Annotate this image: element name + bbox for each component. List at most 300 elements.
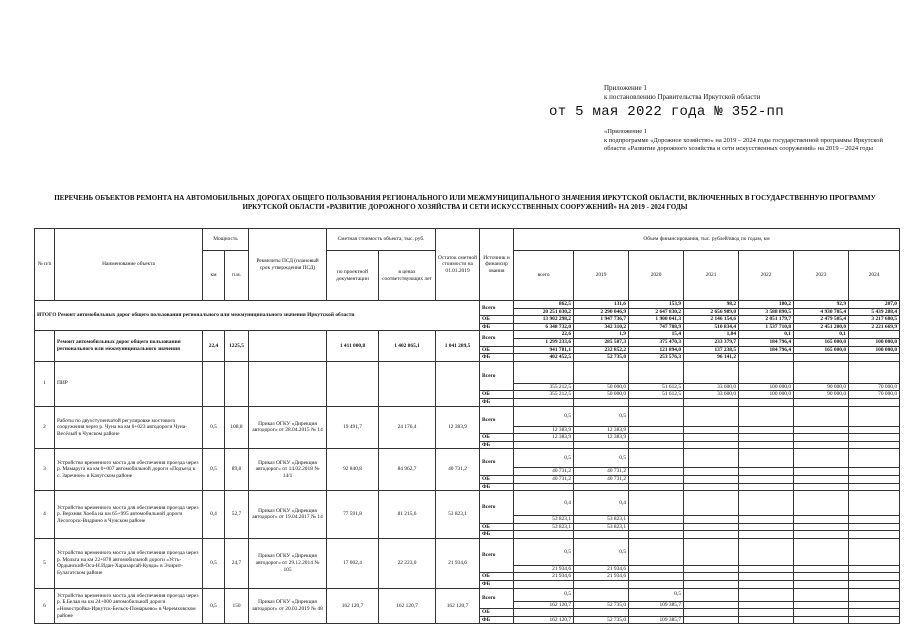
ob-value: 53 823,1 [514, 523, 574, 531]
ob-value [794, 475, 849, 483]
all-value: 375 470,3 [629, 338, 684, 346]
fb-value [574, 483, 629, 491]
row-cost-project: 19 491,7 [327, 406, 379, 449]
fb-value [849, 354, 900, 362]
row-name: Ремонт автомобильных дорог общего пользования регионального или межмуниципального значения [55, 331, 203, 361]
km-value: 1,9 [574, 331, 629, 339]
row-no: 2 [35, 406, 55, 449]
fb-value: 6 348 732,0 [514, 323, 574, 331]
ob-value [514, 609, 574, 617]
km-value [739, 406, 794, 426]
ob-value: 1 900 041,3 [629, 316, 684, 324]
fb-value [739, 398, 794, 406]
row-km: 22,4 [203, 331, 225, 361]
row-name: Устройство временного моста для обеспечения проезда через р. Мольта на км 22+878 автомобильной дороги «Усть-Ордынский-Оса-Н.Идан-Харазаргай-Куяда» в Эхирит-Булагатском районе [55, 538, 203, 588]
all-value [684, 468, 739, 476]
ob-value [684, 573, 739, 581]
fb-value [629, 398, 684, 406]
ob-value [684, 434, 739, 442]
ob-value [794, 573, 849, 581]
row-pm: 1225,5 [225, 331, 249, 361]
source-fb: ФБ [480, 441, 514, 449]
ob-value [574, 609, 629, 617]
km-value [629, 449, 684, 468]
all-value: 70 000,0 [849, 383, 900, 391]
km-value: 0,5 [514, 588, 574, 601]
fb-value [684, 531, 739, 539]
fb-value [739, 581, 794, 589]
ob-value: 184 796,4 [739, 346, 794, 354]
all-value: 33 600,0 [684, 383, 739, 391]
km-value [514, 361, 574, 383]
fb-value [849, 441, 900, 449]
km-value: 0,5 [629, 588, 684, 601]
all-value [684, 426, 739, 434]
fb-value: 747 788,9 [629, 323, 684, 331]
row-km: 0,5 [203, 588, 225, 624]
km-value [849, 406, 900, 426]
row-psd: Приказ ОГКУ «Дирекция автодорог» от 29.12.2014 № 105 [249, 538, 327, 588]
appendix-resolution: к постановлению Правительства Иркутской области [604, 93, 761, 101]
table-body [35, 301, 900, 624]
appendix-label: Приложение 1 [604, 84, 647, 92]
ob-value: 33 600,0 [684, 391, 739, 399]
km-value: 22,6 [514, 331, 574, 339]
all-value: 12 383,9 [574, 426, 629, 434]
row-no [35, 331, 55, 361]
fb-value [684, 398, 739, 406]
all-value [794, 601, 849, 609]
fb-value [629, 483, 684, 491]
ob-value: 100 000,0 [849, 346, 900, 354]
source-all: Всего [480, 588, 514, 609]
row-name: Устройство временного моста для обеспечения проезда через р. Мамаруга на км 0+007 автомобильной дороги «Подъезд к с. Заречное» в Качугском районе [55, 449, 203, 491]
all-value [739, 516, 794, 524]
row-name: Работы по двухступенчатой регулировке мостового сооружения через р. Чуна на км 6+023 автодороги Чуна-Весёлый в Чунском районе [55, 406, 203, 449]
fb-value: 510 834,4 [684, 323, 739, 331]
all-value [629, 516, 684, 524]
fb-value: 1 537 710,8 [739, 323, 794, 331]
row-name: ПИР [55, 361, 203, 406]
all-value [739, 565, 794, 573]
row-km: 0,5 [203, 538, 225, 588]
all-value [629, 565, 684, 573]
fb-value [514, 398, 574, 406]
source-all: Всего [480, 301, 514, 316]
all-value [684, 516, 739, 524]
source-all: Всего [480, 406, 514, 434]
ob-value [684, 609, 739, 617]
ob-value [629, 475, 684, 483]
row-pm: 150 [225, 588, 249, 624]
all-value: 285 587,3 [574, 338, 629, 346]
all-value [849, 468, 900, 476]
row-cost-current: 1 402 865,1 [379, 331, 436, 361]
all-value [629, 468, 684, 476]
table-row [35, 491, 900, 516]
all-value [739, 601, 794, 609]
th-sources: Источник и финансир ования [480, 229, 514, 301]
km-value: 862,5 [514, 301, 574, 309]
km-value [849, 538, 900, 565]
th-2024: 2024 [849, 251, 900, 301]
row-remainder: 1 041 289,5 [436, 331, 480, 361]
ob-value: 3 217 680,5 [849, 316, 900, 324]
row-remainder: 53 823,1 [436, 491, 480, 539]
all-value: 20 251 030,2 [514, 308, 574, 316]
row-cost-current [379, 361, 436, 406]
fb-value [794, 398, 849, 406]
km-value: 0,5 [574, 406, 629, 426]
fb-value [849, 581, 900, 589]
th-cost-current: в ценах соответствующих лет [379, 251, 436, 301]
th-km: км [203, 251, 225, 301]
ob-value: 232 852,2 [574, 346, 629, 354]
km-value: 15,4 [629, 331, 684, 339]
row-km: 0,4 [203, 491, 225, 539]
row-cost-project: 77 591,8 [327, 491, 379, 539]
km-value: 0,5 [514, 449, 574, 468]
fb-value [739, 441, 794, 449]
km-value [849, 588, 900, 601]
source-ob: ОБ [480, 609, 514, 617]
km-value [794, 406, 849, 426]
ob-value [629, 434, 684, 442]
all-value: 40 731,2 [574, 468, 629, 476]
fb-value [794, 441, 849, 449]
source-fb: ФБ [480, 323, 514, 331]
ob-value: 40 731,2 [514, 475, 574, 483]
row-no: 1 [35, 361, 55, 406]
km-value: 0,5 [514, 538, 574, 565]
row-cost-project [327, 361, 379, 406]
all-value: 52 735,0 [574, 601, 629, 609]
ob-value [739, 434, 794, 442]
ob-value [684, 523, 739, 531]
km-value: 0,1 [794, 331, 849, 339]
fb-value: 402 452,5 [514, 354, 574, 362]
ob-value [739, 573, 794, 581]
ob-value [849, 523, 900, 531]
row-psd: Приказ ОГКУ «Дирекция автодорог» от 14.02.2018 № 14/1 [249, 449, 327, 491]
th-2021: 2021 [684, 251, 739, 301]
source-ob: ОБ [480, 434, 514, 442]
all-value: 184 796,4 [739, 338, 794, 346]
th-cost-project: по проектной документации [327, 251, 379, 301]
row-pm: 52,7 [225, 491, 249, 539]
fb-value [739, 354, 794, 362]
row-name: Устройство временного моста для обеспечения проезда через р. Верхняя Хоеба на км 65+995 автомобильной дороги Лесогорск-Видрино в Чунском районе [55, 491, 203, 539]
th-remainder: Остаток сметной стоимости на 01.01.2019 [436, 229, 480, 301]
th-2023: 2023 [794, 251, 849, 301]
fb-value: 253 576,3 [629, 354, 684, 362]
ob-value: 40 731,2 [574, 475, 629, 483]
table-row [35, 301, 900, 309]
km-value [629, 361, 684, 383]
all-value: 21 934,6 [514, 565, 574, 573]
km-value [794, 538, 849, 565]
ob-value: 12 383,9 [514, 434, 574, 442]
row-remainder: 162 120,7 [436, 588, 480, 624]
fb-value [514, 441, 574, 449]
fb-value: 2 451 200,0 [794, 323, 849, 331]
fb-value: 52 735,0 [574, 354, 629, 362]
ob-value: 50 000,0 [574, 391, 629, 399]
km-value [739, 538, 794, 565]
km-value: 98,2 [684, 301, 739, 309]
km-value [739, 449, 794, 468]
th-capacity: Мощность [203, 229, 249, 251]
km-value [849, 331, 900, 339]
row-no: 4 [35, 491, 55, 539]
ob-value [739, 523, 794, 531]
ob-value [849, 475, 900, 483]
document-title: ПЕРЕЧЕНЬ ОБЪЕКТОВ РЕМОНТА НА АВТОМОБИЛЬНЫХ ДОРОГАХ ОБЩЕГО ПОЛЬЗОВАНИЯ РЕГИОНАЛЬНОГО ИЛИ МЕЖМУНИЦИПАЛЬНОГО ЗНАЧЕНИЯ ИРКУТСКОЙ ОБЛАСТИ, ВКЛЮЧЕННЫХ В ГОСУДАРСТВЕННУЮ ПРОГРАММУ ИРКУТСКОЙ ОБЛАСТИ «РАЗВИТИЕ ДОРОЖНОГО ХОЗЯЙСТВА И СЕТИ ИСКУССТВЕННЫХ СООРУЖЕНИЙ» НА 2019 - 2024 ГОДЫ [54, 194, 876, 211]
fb-value [629, 531, 684, 539]
fb-value [849, 398, 900, 406]
sub-appendix-block [604, 128, 899, 154]
th-2019: 2019 [574, 251, 629, 301]
ob-value: 121 894,0 [629, 346, 684, 354]
fb-value [684, 616, 739, 624]
row-cost-project: 162 120,7 [327, 588, 379, 624]
ob-value: 12 383,9 [574, 434, 629, 442]
all-value: 21 934,6 [574, 565, 629, 573]
km-value [684, 588, 739, 601]
fb-value [514, 483, 574, 491]
all-value: 162 120,7 [514, 601, 574, 609]
ob-value: 2 146 154,6 [684, 316, 739, 324]
all-value [794, 426, 849, 434]
ob-value: 13 902 298,2 [514, 316, 574, 324]
row-remainder [436, 361, 480, 406]
row-cost-project: 92 840,8 [327, 449, 379, 491]
source-all: Всего [480, 361, 514, 391]
objects-table [34, 228, 900, 624]
ob-value: 137 238,5 [684, 346, 739, 354]
ob-value: 53 823,1 [574, 523, 629, 531]
all-value [849, 565, 900, 573]
ob-value: 21 934,6 [574, 573, 629, 581]
km-value [739, 491, 794, 516]
fb-value [739, 616, 794, 624]
all-value: 109 385,7 [629, 601, 684, 609]
all-value [794, 468, 849, 476]
fb-value [849, 616, 900, 624]
fb-value [794, 483, 849, 491]
km-value: 0,4 [574, 491, 629, 516]
sub-appendix-label: «Приложение 1 [604, 128, 648, 135]
km-value [794, 491, 849, 516]
fb-value [629, 441, 684, 449]
km-value [684, 361, 739, 383]
all-value: 51 612,5 [629, 383, 684, 391]
all-value: 53 823,1 [514, 516, 574, 524]
ob-value: 2 051 179,7 [739, 316, 794, 324]
row-cost-current: 84 962,7 [379, 449, 436, 491]
all-value: 1 299 233,6 [514, 338, 574, 346]
ob-value: 941 781,1 [514, 346, 574, 354]
th-2020: 2020 [629, 251, 684, 301]
ob-value: 2 479 505,4 [794, 316, 849, 324]
ob-value: 21 934,6 [514, 573, 574, 581]
row-cost-current: 24 176,4 [379, 406, 436, 449]
km-value [849, 491, 900, 516]
row-cost-current: 162 120,7 [379, 588, 436, 624]
row-km: 0,5 [203, 406, 225, 449]
km-value [629, 406, 684, 426]
all-value [849, 601, 900, 609]
date-stamp: от 5 мая 2022 года № 352-пп [549, 104, 784, 120]
km-value [629, 491, 684, 516]
fb-value [629, 581, 684, 589]
all-value [739, 426, 794, 434]
fb-value: 342 310,2 [574, 323, 629, 331]
row-name: ИТОГО Ремонт автомобильных дорог общего пользования регионального или межмуниципального значения Иркутской области [35, 301, 480, 331]
all-value: 100 000,0 [849, 338, 900, 346]
all-value: 2 290 046,9 [574, 308, 629, 316]
all-value [794, 516, 849, 524]
all-value: 2 647 830,2 [629, 308, 684, 316]
all-value: 233 379,7 [684, 338, 739, 346]
km-value: 0,5 [574, 449, 629, 468]
km-value: 153,9 [629, 301, 684, 309]
th-total: всего [514, 251, 574, 301]
km-value [574, 361, 629, 383]
fb-value [574, 398, 629, 406]
all-value: 2 656 989,0 [684, 308, 739, 316]
sub-appendix-text: к подпрограмме «Дорожное хозяйство» на 2019 – 2024 годы государственной программы Иркутской области «Развитие дорожного хозяйства и сети искусственных сооружений» на 2019 – 2024 годы [604, 136, 883, 153]
source-ob: ОБ [480, 523, 514, 531]
km-value: 0,5 [574, 538, 629, 565]
km-value [849, 361, 900, 383]
fb-value [514, 581, 574, 589]
km-value [629, 538, 684, 565]
row-cost-project: 1 411 000,8 [327, 331, 379, 361]
all-value [849, 426, 900, 434]
fb-value [574, 581, 629, 589]
row-km [203, 361, 225, 406]
all-value: 4 930 705,4 [794, 308, 849, 316]
fb-value [574, 441, 629, 449]
km-value [794, 449, 849, 468]
source-fb: ФБ [480, 354, 514, 362]
row-cost-project: 17 002,4 [327, 538, 379, 588]
source-fb: ФБ [480, 581, 514, 589]
source-ob: ОБ [480, 475, 514, 483]
source-all: Всего [480, 491, 514, 524]
table-row [35, 361, 900, 383]
table-row [35, 449, 900, 468]
km-value [574, 588, 629, 601]
source-fb: ФБ [480, 616, 514, 624]
table-row [35, 538, 900, 565]
all-value [849, 516, 900, 524]
source-ob: ОБ [480, 346, 514, 354]
all-value [739, 468, 794, 476]
ob-value: 100 000,0 [739, 391, 794, 399]
ob-value [794, 523, 849, 531]
all-value: 165 000,0 [794, 338, 849, 346]
ob-value [794, 434, 849, 442]
all-value [794, 565, 849, 573]
th-2022: 2022 [739, 251, 794, 301]
fb-value: 109 385,7 [629, 616, 684, 624]
km-value [739, 588, 794, 601]
fb-value: 162 120,7 [514, 616, 574, 624]
th-volume: Объем финансирования, тыс. рублей/ввод по годам, км [514, 229, 900, 251]
row-no: 5 [35, 538, 55, 588]
all-value: 40 731,2 [514, 468, 574, 476]
all-value: 53 823,1 [574, 516, 629, 524]
table-row [35, 406, 900, 426]
th-no: № п/п [35, 229, 55, 301]
row-pm: 24,7 [225, 538, 249, 588]
km-value: 180,2 [739, 301, 794, 309]
fb-value [684, 441, 739, 449]
ob-value [629, 573, 684, 581]
all-value: 12 383,9 [514, 426, 574, 434]
km-value [684, 406, 739, 426]
km-value [684, 538, 739, 565]
km-value [684, 491, 739, 516]
row-psd: Приказ ОГКУ «Дирекция автодорог» от 19.04.2017 № 14 [249, 491, 327, 539]
source-all: Всего [480, 538, 514, 573]
row-pm: 108,8 [225, 406, 249, 449]
ob-value: 165 000,0 [794, 346, 849, 354]
fb-value [794, 581, 849, 589]
row-remainder: 12 383,9 [436, 406, 480, 449]
source-ob: ОБ [480, 391, 514, 399]
ob-value: 355 212,5 [514, 391, 574, 399]
ob-value [739, 609, 794, 617]
fb-value [574, 531, 629, 539]
ob-value [849, 609, 900, 617]
km-value [794, 361, 849, 383]
row-psd [249, 361, 327, 406]
fb-value [684, 483, 739, 491]
source-fb: ФБ [480, 398, 514, 406]
th-pm: п.м. [225, 251, 249, 301]
ob-value [629, 609, 684, 617]
row-no: 6 [35, 588, 55, 624]
all-value: 5 439 288,4 [849, 308, 900, 316]
fb-value [794, 616, 849, 624]
km-value: 0,4 [514, 491, 574, 516]
row-remainder: 21 934,6 [436, 538, 480, 588]
row-psd: Приказ ОГКУ «Дирекция автодорог» от 28.04.2015 № 14 [249, 406, 327, 449]
row-name: Устройство временного моста для обеспечения проезда через р. Б.Белая на км 24+000 автомобильной дороги «Новостройка-Иркутск-Бельск-Помарьево» в Черемховском районе [55, 588, 203, 624]
row-psd: Приказ ОГКУ «Дирекция автодорог» от 20.03.2019 № 48 [249, 588, 327, 624]
row-km: 0,5 [203, 449, 225, 491]
km-value: 0,1 [739, 331, 794, 339]
km-value: 0,5 [514, 406, 574, 426]
km-value: 1,04 [684, 331, 739, 339]
row-cost-current: 22 223,0 [379, 538, 436, 588]
appendix-header [604, 84, 904, 102]
th-cost: Сметная стоимость объекта, тыс. руб. [327, 229, 436, 251]
fb-value [684, 581, 739, 589]
ob-value [794, 609, 849, 617]
ob-value: 90 000,0 [794, 391, 849, 399]
source-all: Всего [480, 331, 514, 346]
ob-value: 70 000,0 [849, 391, 900, 399]
all-value [629, 426, 684, 434]
th-name: Наименование объекта [55, 229, 203, 301]
table-row [35, 588, 900, 601]
all-value: 100 000,0 [739, 383, 794, 391]
km-value [794, 588, 849, 601]
